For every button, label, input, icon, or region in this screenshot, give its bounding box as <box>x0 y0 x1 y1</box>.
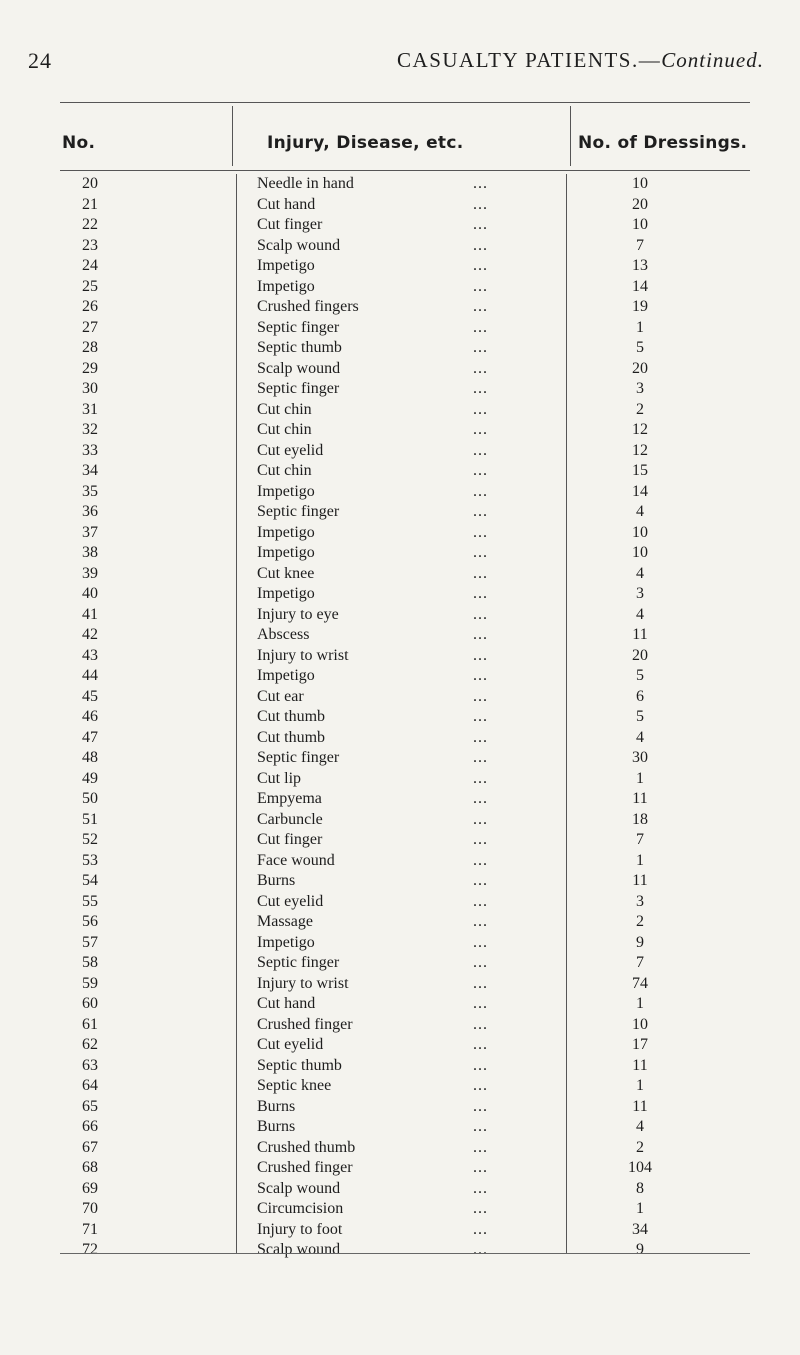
table-row <box>0 1117 800 1138</box>
row-leader-dots: ... <box>473 1015 488 1033</box>
row-number: 57 <box>82 933 98 951</box>
row-leader-dots: ... <box>473 626 488 643</box>
row-dressings: 9 <box>636 1241 644 1258</box>
row-number: 48 <box>82 749 98 766</box>
row-number: 46 <box>82 708 98 725</box>
row-leader-dots: ... <box>473 1138 488 1156</box>
table-row <box>0 482 800 503</box>
row-number: 40 <box>82 585 98 602</box>
row-dressings: 20 <box>632 359 648 377</box>
table-row <box>0 543 800 564</box>
row-dressings: 104 <box>628 1159 652 1176</box>
row-injury: Cut knee <box>257 564 315 582</box>
row-dressings: 74 <box>632 974 648 992</box>
row-dressings: 7 <box>636 954 644 971</box>
table-top-rule <box>60 102 750 103</box>
row-injury: Scalp wound <box>257 236 341 254</box>
row-number: 41 <box>82 605 98 623</box>
row-injury: Cut ear <box>257 687 304 705</box>
row-dressings: 8 <box>636 1179 644 1197</box>
row-leader-dots: ... <box>473 913 488 930</box>
table-row <box>0 851 800 872</box>
row-number: 35 <box>82 482 98 500</box>
table-row <box>0 1097 800 1118</box>
row-leader-dots: ... <box>473 954 488 971</box>
header-divider-left <box>232 106 233 166</box>
row-dressings: 3 <box>636 892 644 910</box>
row-leader-dots: ... <box>473 1241 488 1258</box>
row-injury: Cut chin <box>257 462 312 479</box>
row-leader-dots: ... <box>473 933 488 951</box>
row-dressings: 7 <box>636 236 644 254</box>
row-dressings: 20 <box>632 646 648 664</box>
table-row <box>0 912 800 933</box>
table-row <box>0 1199 800 1220</box>
row-leader-dots: ... <box>473 605 488 623</box>
row-injury: Impetigo <box>257 277 315 295</box>
row-dressings: 5 <box>636 708 644 725</box>
running-head <box>397 48 764 73</box>
row-leader-dots: ... <box>473 585 488 602</box>
row-injury: Cut hand <box>257 995 316 1012</box>
column-header-dressings: No. of Dressings. <box>578 133 748 153</box>
row-dressings: 10 <box>632 216 648 233</box>
row-number: 68 <box>82 1159 98 1176</box>
row-injury: Burns <box>257 1118 296 1135</box>
row-dressings: 4 <box>636 1118 644 1135</box>
row-leader-dots: ... <box>473 1056 488 1074</box>
table-row <box>0 277 800 298</box>
page-number: 24 <box>28 48 52 73</box>
row-leader-dots: ... <box>473 1220 488 1238</box>
row-injury: Injury to foot <box>257 1220 343 1238</box>
row-leader-dots: ... <box>473 995 488 1012</box>
row-injury: Cut finger <box>257 831 323 848</box>
row-dressings: 20 <box>632 195 648 213</box>
row-injury: Crushed finger <box>257 1015 353 1033</box>
table-row <box>0 174 800 195</box>
row-number: 22 <box>82 216 98 233</box>
table-row <box>0 748 800 769</box>
row-dressings: 17 <box>632 1036 648 1053</box>
row-leader-dots: ... <box>473 1200 488 1217</box>
row-number: 69 <box>82 1179 98 1197</box>
row-injury: Impetigo <box>257 523 315 541</box>
table-row <box>0 1158 800 1179</box>
table-row <box>0 1138 800 1159</box>
row-dressings: 10 <box>632 175 648 192</box>
row-number: 50 <box>82 790 98 807</box>
row-leader-dots: ... <box>473 851 488 869</box>
row-leader-dots: ... <box>473 380 488 397</box>
row-injury: Massage <box>257 913 313 930</box>
table-row <box>0 625 800 646</box>
row-injury: Septic finger <box>257 503 340 520</box>
table-row <box>0 728 800 749</box>
row-injury: Cut hand <box>257 195 316 213</box>
row-injury: Crushed fingers <box>257 298 359 315</box>
row-leader-dots: ... <box>473 646 488 664</box>
row-dressings: 30 <box>632 749 648 766</box>
table-row <box>0 789 800 810</box>
row-dressings: 4 <box>636 728 644 746</box>
row-number: 67 <box>82 1138 98 1156</box>
row-leader-dots: ... <box>473 359 488 377</box>
table-row <box>0 687 800 708</box>
row-dressings: 1 <box>636 1200 644 1217</box>
row-dressings: 14 <box>632 277 648 295</box>
row-number: 42 <box>82 626 98 643</box>
row-leader-dots: ... <box>473 462 488 479</box>
row-injury: Cut finger <box>257 216 323 233</box>
row-leader-dots: ... <box>473 749 488 766</box>
running-head-continued: Continued. <box>661 48 764 72</box>
table-row <box>0 769 800 790</box>
table-row <box>0 1035 800 1056</box>
row-leader-dots: ... <box>473 1077 488 1094</box>
row-leader-dots: ... <box>473 441 488 459</box>
table-row <box>0 297 800 318</box>
header-divider-right <box>570 106 571 166</box>
table-row <box>0 994 800 1015</box>
row-injury: Scalp wound <box>257 1179 341 1197</box>
row-dressings: 9 <box>636 933 644 951</box>
row-dressings: 11 <box>632 1097 648 1115</box>
row-leader-dots: ... <box>473 1097 488 1115</box>
row-leader-dots: ... <box>473 1179 488 1197</box>
row-leader-dots: ... <box>473 667 488 684</box>
row-leader-dots: ... <box>473 503 488 520</box>
table-row <box>0 564 800 585</box>
row-dressings: 6 <box>636 687 644 705</box>
row-dressings: 1 <box>636 851 644 869</box>
row-number: 64 <box>82 1077 98 1094</box>
row-leader-dots: ... <box>473 523 488 541</box>
table-row <box>0 1056 800 1077</box>
row-number: 62 <box>82 1036 98 1053</box>
table-header-rule <box>60 170 750 171</box>
table-row <box>0 974 800 995</box>
row-number: 21 <box>82 195 98 213</box>
table-row <box>0 605 800 626</box>
row-number: 26 <box>82 298 98 315</box>
row-dressings: 2 <box>636 400 644 418</box>
row-dressings: 5 <box>636 339 644 356</box>
table-row <box>0 1179 800 1200</box>
row-injury: Crushed finger <box>257 1159 353 1176</box>
row-number: 45 <box>82 687 98 705</box>
row-number: 56 <box>82 913 98 930</box>
row-injury: Crushed thumb <box>257 1138 356 1156</box>
row-dressings: 12 <box>632 441 648 459</box>
table-row <box>0 646 800 667</box>
table-row <box>0 1015 800 1036</box>
row-injury: Impetigo <box>257 482 315 500</box>
row-injury: Septic thumb <box>257 339 342 356</box>
table-row <box>0 236 800 257</box>
row-leader-dots: ... <box>473 1159 488 1176</box>
row-injury: Abscess <box>257 626 310 643</box>
row-number: 28 <box>82 339 98 356</box>
row-dressings: 1 <box>636 318 644 336</box>
row-number: 36 <box>82 503 98 520</box>
table-row <box>0 871 800 892</box>
row-injury: Impetigo <box>257 667 315 684</box>
row-number: 24 <box>82 257 98 274</box>
table-row <box>0 379 800 400</box>
row-injury: Septic finger <box>257 749 340 766</box>
row-number: 33 <box>82 441 98 459</box>
row-dressings: 34 <box>632 1220 648 1238</box>
row-number: 72 <box>82 1241 98 1258</box>
row-number: 65 <box>82 1097 98 1115</box>
row-injury: Scalp wound <box>257 1241 341 1258</box>
table-row <box>0 523 800 544</box>
row-leader-dots: ... <box>473 1036 488 1053</box>
table-row <box>0 215 800 236</box>
row-leader-dots: ... <box>473 708 488 725</box>
table-row <box>0 318 800 339</box>
row-injury: Circumcision <box>257 1200 344 1217</box>
table-row <box>0 1220 800 1241</box>
row-number: 38 <box>82 544 98 561</box>
row-leader-dots: ... <box>473 687 488 705</box>
row-leader-dots: ... <box>473 790 488 807</box>
row-injury: Cut thumb <box>257 708 326 725</box>
table-bottom-rule <box>60 1253 750 1254</box>
row-leader-dots: ... <box>473 277 488 295</box>
row-leader-dots: ... <box>473 872 488 889</box>
row-number: 20 <box>82 175 98 192</box>
row-number: 23 <box>82 236 98 254</box>
row-injury: Impetigo <box>257 544 315 561</box>
row-dressings: 11 <box>632 790 648 807</box>
row-injury: Burns <box>257 1097 296 1115</box>
row-dressings: 11 <box>632 1056 648 1074</box>
row-leader-dots: ... <box>473 195 488 213</box>
row-number: 25 <box>82 277 98 295</box>
row-number: 54 <box>82 872 98 889</box>
row-dressings: 3 <box>636 380 644 397</box>
row-dressings: 12 <box>632 421 648 438</box>
table-row <box>0 933 800 954</box>
row-leader-dots: ... <box>473 482 488 500</box>
row-injury: Needle in hand <box>257 175 354 192</box>
row-injury: Septic knee <box>257 1077 332 1094</box>
table-row <box>0 584 800 605</box>
table-row <box>0 441 800 462</box>
row-injury: Cut thumb <box>257 728 326 746</box>
row-injury: Septic finger <box>257 954 340 971</box>
row-injury: Injury to wrist <box>257 974 349 992</box>
row-injury: Injury to wrist <box>257 646 349 664</box>
row-number: 47 <box>82 728 98 746</box>
table-row <box>0 830 800 851</box>
row-number: 31 <box>82 400 98 418</box>
row-leader-dots: ... <box>473 339 488 356</box>
row-dressings: 2 <box>636 913 644 930</box>
row-leader-dots: ... <box>473 831 488 848</box>
row-injury: Carbuncle <box>257 810 323 828</box>
row-number: 37 <box>82 523 98 541</box>
row-injury: Cut eyelid <box>257 441 324 459</box>
row-leader-dots: ... <box>473 175 488 192</box>
table-row <box>0 1240 800 1261</box>
row-number: 44 <box>82 667 98 684</box>
row-injury: Empyema <box>257 790 322 807</box>
row-injury: Impetigo <box>257 257 315 274</box>
row-number: 63 <box>82 1056 98 1074</box>
row-number: 71 <box>82 1220 98 1238</box>
row-injury: Cut lip <box>257 769 302 787</box>
row-dressings: 1 <box>636 1077 644 1094</box>
column-header-injury: Injury, Disease, etc. <box>267 133 464 153</box>
row-number: 61 <box>82 1015 98 1033</box>
row-injury: Septic thumb <box>257 1056 342 1074</box>
row-dressings: 10 <box>632 544 648 561</box>
table-row <box>0 400 800 421</box>
row-leader-dots: ... <box>473 400 488 418</box>
row-leader-dots: ... <box>473 810 488 828</box>
row-dressings: 15 <box>632 462 648 479</box>
row-dressings: 1 <box>636 995 644 1012</box>
table-row <box>0 953 800 974</box>
table-row <box>0 810 800 831</box>
row-leader-dots: ... <box>473 257 488 274</box>
row-number: 60 <box>82 995 98 1012</box>
row-injury: Septic finger <box>257 380 340 397</box>
row-leader-dots: ... <box>473 1118 488 1135</box>
row-number: 39 <box>82 564 98 582</box>
row-number: 32 <box>82 421 98 438</box>
row-dressings: 13 <box>632 257 648 274</box>
row-leader-dots: ... <box>473 318 488 336</box>
row-number: 59 <box>82 974 98 992</box>
row-leader-dots: ... <box>473 544 488 561</box>
table-row <box>0 1076 800 1097</box>
table-row <box>0 338 800 359</box>
row-leader-dots: ... <box>473 298 488 315</box>
row-number: 30 <box>82 380 98 397</box>
row-number: 70 <box>82 1200 98 1217</box>
row-dressings: 11 <box>632 626 648 643</box>
table-row <box>0 359 800 380</box>
row-leader-dots: ... <box>473 564 488 582</box>
row-number: 51 <box>82 810 98 828</box>
row-number: 27 <box>82 318 98 336</box>
row-number: 43 <box>82 646 98 664</box>
row-number: 52 <box>82 831 98 848</box>
row-injury: Injury to eye <box>257 605 339 623</box>
row-leader-dots: ... <box>473 421 488 438</box>
running-head-title: CASUALTY PATIENTS.— <box>397 48 662 72</box>
row-injury: Scalp wound <box>257 359 341 377</box>
row-dressings: 10 <box>632 1015 648 1033</box>
row-dressings: 7 <box>636 831 644 848</box>
row-dressings: 5 <box>636 667 644 684</box>
table-row <box>0 707 800 728</box>
row-number: 53 <box>82 851 98 869</box>
row-number: 58 <box>82 954 98 971</box>
table-row <box>0 256 800 277</box>
row-injury: Face wound <box>257 851 335 869</box>
row-dressings: 11 <box>632 872 648 889</box>
row-number: 49 <box>82 769 98 787</box>
row-injury: Cut chin <box>257 400 312 418</box>
row-dressings: 3 <box>636 585 644 602</box>
row-leader-dots: ... <box>473 216 488 233</box>
row-number: 55 <box>82 892 98 910</box>
row-dressings: 1 <box>636 769 644 787</box>
row-leader-dots: ... <box>473 974 488 992</box>
table-row <box>0 502 800 523</box>
table-row <box>0 195 800 216</box>
table-row <box>0 892 800 913</box>
table-row <box>0 666 800 687</box>
row-injury: Impetigo <box>257 933 315 951</box>
row-dressings: 18 <box>632 810 648 828</box>
row-injury: Impetigo <box>257 585 315 602</box>
row-dressings: 4 <box>636 564 644 582</box>
row-leader-dots: ... <box>473 892 488 910</box>
row-number: 66 <box>82 1118 98 1135</box>
row-leader-dots: ... <box>473 728 488 746</box>
table-row <box>0 461 800 482</box>
column-header-no: No. <box>62 133 96 153</box>
row-dressings: 10 <box>632 523 648 541</box>
row-leader-dots: ... <box>473 769 488 787</box>
row-number: 34 <box>82 462 98 479</box>
row-injury: Cut eyelid <box>257 1036 324 1053</box>
row-dressings: 4 <box>636 605 644 623</box>
table-body <box>0 174 800 1261</box>
row-dressings: 14 <box>632 482 648 500</box>
table-row <box>0 420 800 441</box>
row-injury: Cut chin <box>257 421 312 438</box>
row-dressings: 4 <box>636 503 644 520</box>
row-injury: Septic finger <box>257 318 340 336</box>
row-injury: Burns <box>257 872 296 889</box>
row-number: 29 <box>82 359 98 377</box>
row-dressings: 19 <box>632 298 648 315</box>
row-injury: Cut eyelid <box>257 892 324 910</box>
row-dressings: 2 <box>636 1138 644 1156</box>
row-leader-dots: ... <box>473 236 488 254</box>
